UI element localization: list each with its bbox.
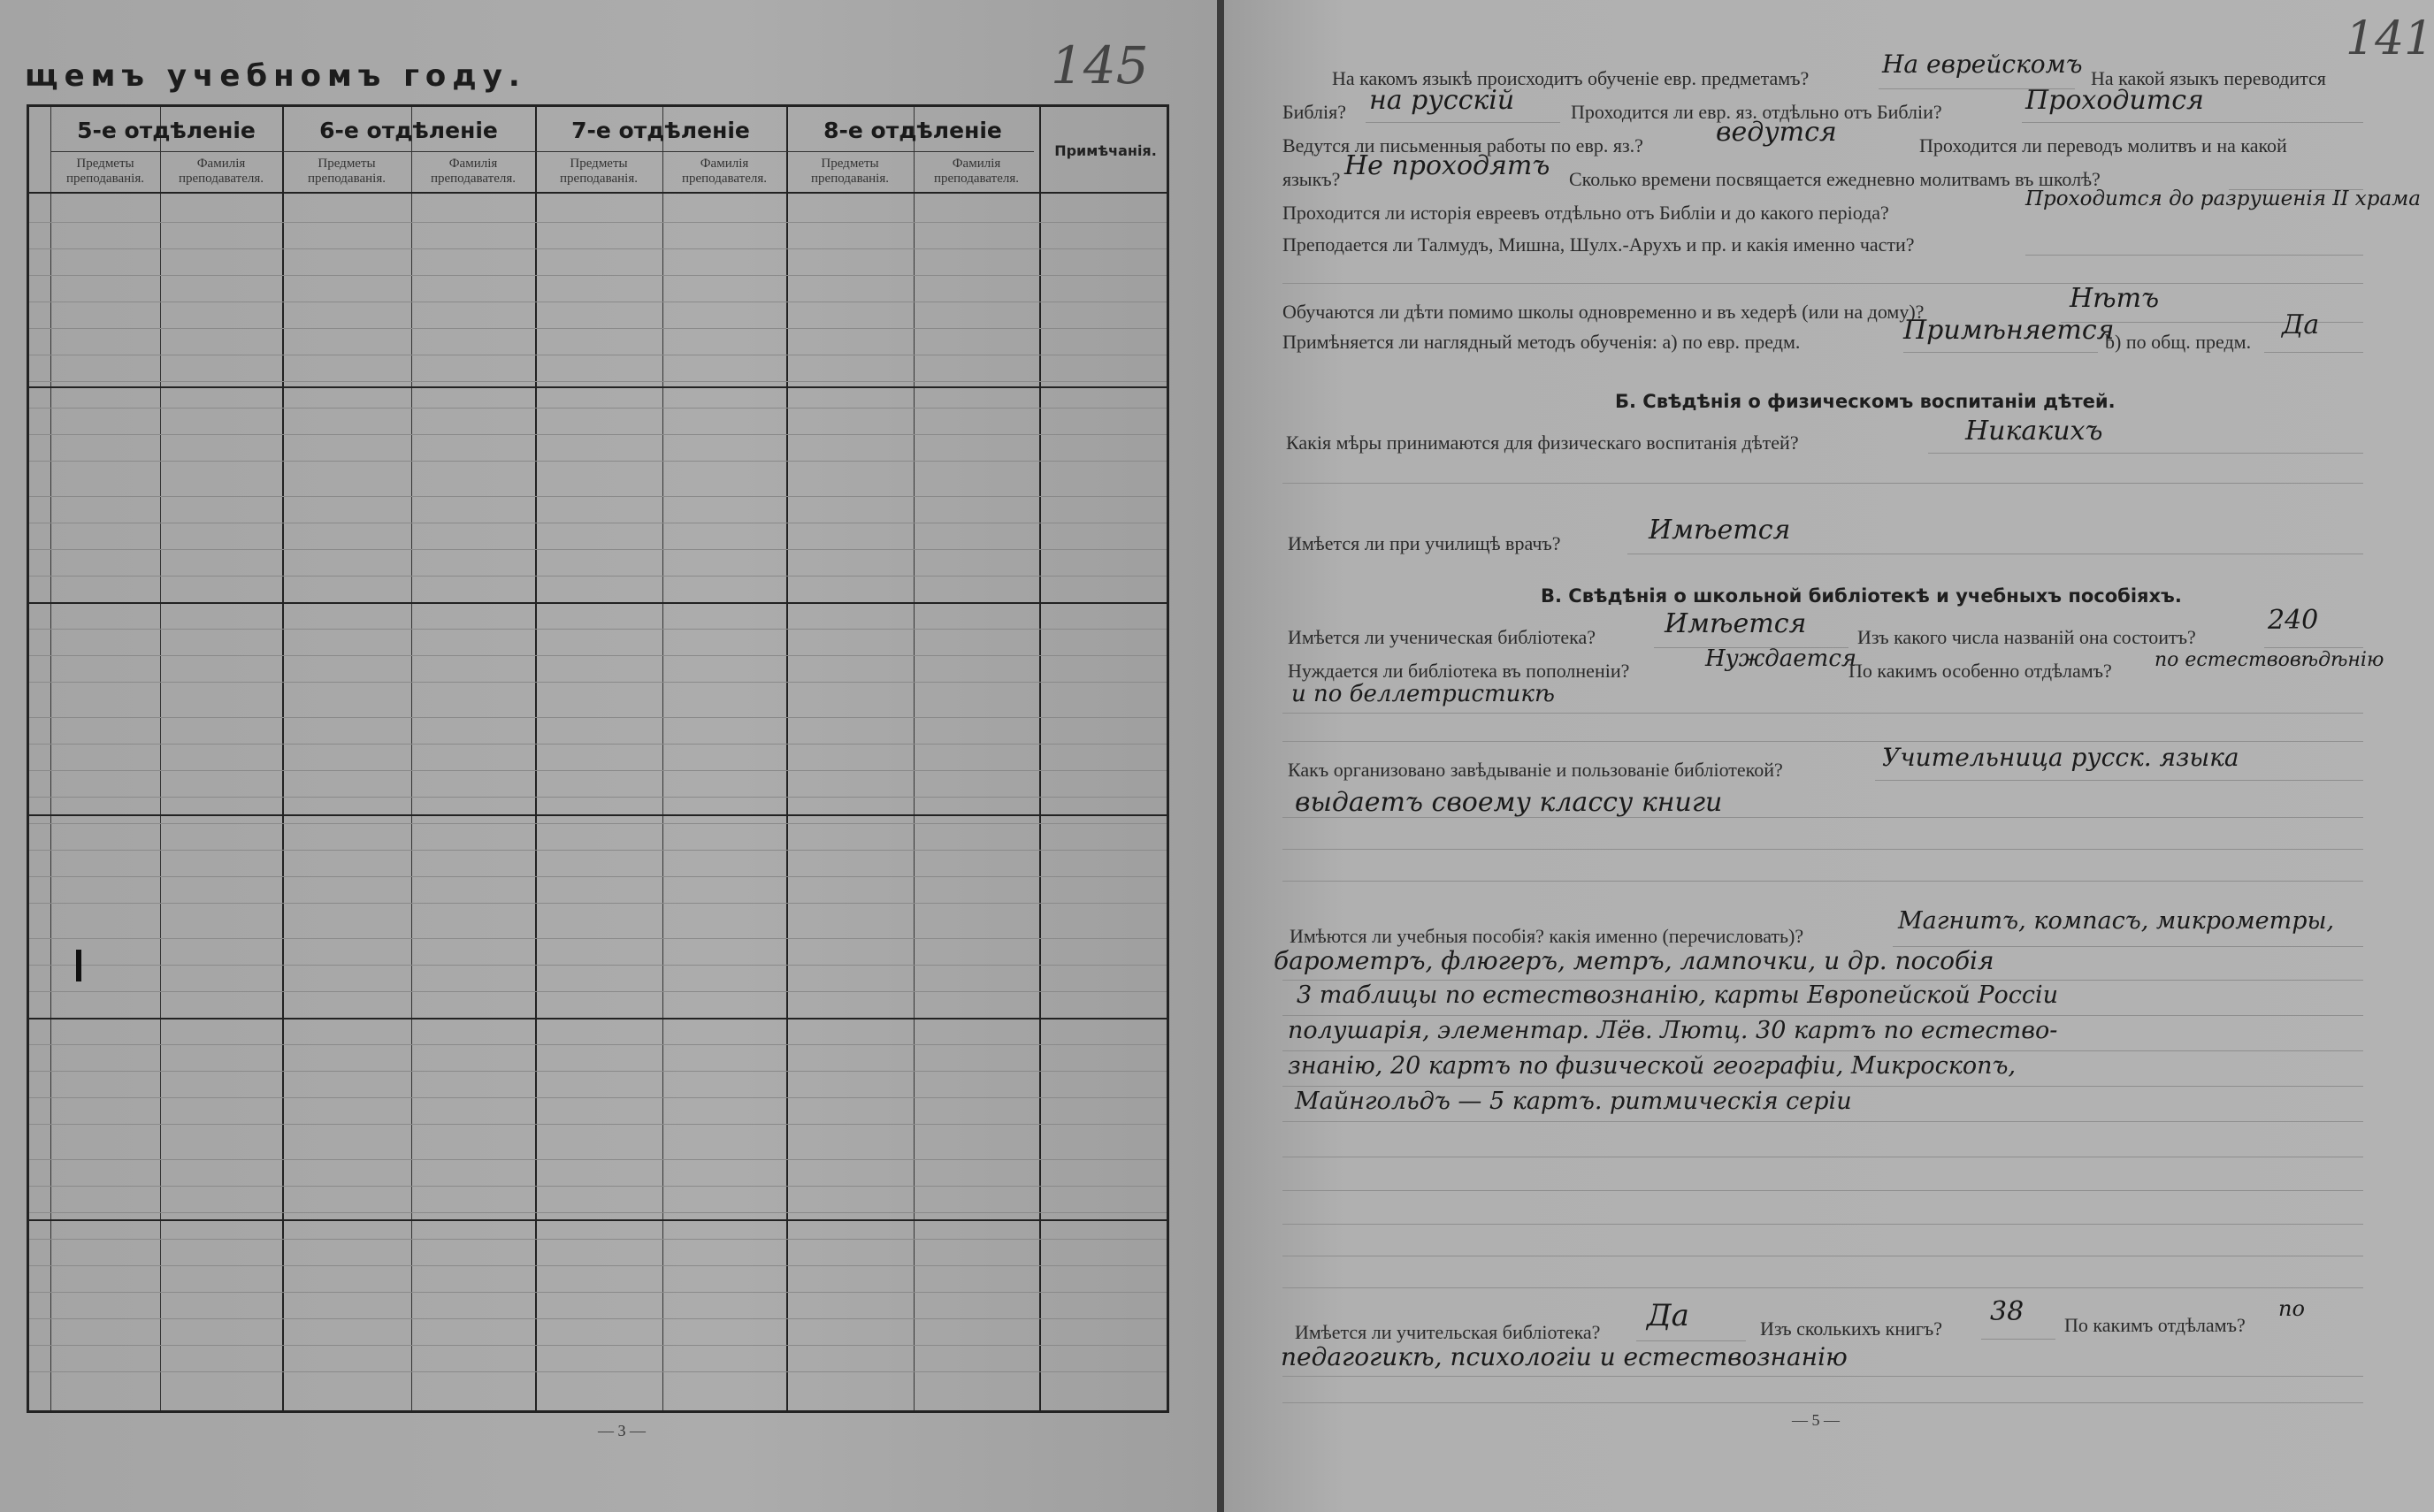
ink-mark	[76, 950, 81, 981]
a-history: Проходится до разрушенія II храма	[2025, 187, 2421, 210]
a-student-library: Имѣется	[1665, 608, 1807, 639]
dept-5-teacher: Фамилія преподавателя.	[178, 157, 264, 186]
q-bible-translate-label: Библія?	[1282, 101, 1347, 123]
a-bible-translate: на русскій	[1369, 85, 1515, 116]
a-prayer-translate: Не проходятъ	[1344, 150, 1550, 181]
running-head: щемъ учебномъ году.	[25, 58, 526, 94]
q-lang-separate: Проходится ли евр. яз. отдѣльно отъ Библіи?	[1571, 101, 1942, 123]
a-lang-separate: Проходится	[2025, 85, 2204, 116]
q-student-library: Имѣется ли ученическая библіотека?	[1288, 626, 1596, 648]
dept-6-header: 6-е отдѣленіе	[319, 118, 498, 143]
a-which-sections: по естествовѣдѣнію	[2155, 649, 2384, 671]
a-aids-line-6: Майнгольдъ — 5 картъ. ритмическія серіи	[1295, 1088, 1852, 1115]
a-teacher-sections: по	[2278, 1296, 2305, 1321]
a-lang-subjects: На еврейскомъ	[1882, 50, 2083, 79]
page-number-right: — 5 —	[1792, 1411, 1840, 1429]
q-teacher-library: Имѣется ли учительская библіотека?	[1295, 1321, 1601, 1343]
a-books-count: 38	[1990, 1296, 2025, 1327]
dept-6-subjects: Предметы преподаванія.	[308, 157, 386, 186]
q-titles-count: Изъ какого числа названій она состоитъ?	[1857, 626, 2196, 648]
a-written-work: ведутся	[1716, 117, 1837, 148]
dept-8-header: 8-е отдѣленіе	[823, 118, 1002, 143]
handwritten-folio: 145	[1051, 35, 1149, 95]
right-page	[1224, 0, 2434, 1512]
a-cheder: Нѣтъ	[2070, 283, 2160, 314]
dept-8-subjects: Предметы преподаванія.	[811, 157, 889, 186]
q-method: Примѣняется ли наглядный методъ обученія: а) по евр. предм.	[1282, 331, 1801, 353]
a-teacher-sections-cont: педагогикѣ, психологіи и естествознанію	[1281, 1342, 1848, 1371]
section-heading-physical: Б. Свѣдѣнія о физическомъ воспитаніи дѣтей.	[1615, 391, 2116, 412]
q-prayer-translate-label: языкъ?	[1282, 168, 1341, 190]
a-aids-line-1: Магнитъ, компасъ, микрометры,	[1898, 907, 2335, 935]
dept-7-teacher: Фамилія преподавателя.	[681, 157, 768, 186]
a-method-b: Да	[2282, 309, 2320, 340]
q-prayer-translate: Проходится ли переводъ молитвъ и на какой	[1919, 134, 2287, 157]
a-which-sections-cont: и по беллетристикѣ	[1291, 681, 1555, 707]
q-written-work: Ведутся ли письменныя работы по евр. яз.?	[1282, 134, 1643, 157]
q-teacher-sections: По какимъ отдѣламъ?	[2064, 1314, 2246, 1336]
a-physical: Никакихъ	[1965, 416, 2103, 447]
handwritten-folio-right: 141	[2346, 12, 2434, 65]
dept-6-teacher: Фамилія преподавателя.	[430, 157, 517, 186]
a-library-org: Учительница русск. языка	[1882, 743, 2239, 772]
schedule-table	[27, 104, 1169, 1413]
dept-7-header: 7-е отдѣленіе	[571, 118, 750, 143]
q-doctor: Имѣется ли при училищѣ врачъ?	[1288, 532, 1561, 554]
a-method-a: Примѣняется	[1903, 315, 2115, 346]
book-gutter	[1217, 0, 1224, 1512]
q-library-needs: Нуждается ли библіотека въ пополненіи?	[1288, 660, 1630, 682]
q-talmud: Преподается ли Талмудъ, Мишна, Шулх.-Арухъ и пр. и какія именно части?	[1282, 233, 1915, 256]
page-number-left: — 3 —	[598, 1422, 646, 1439]
notes-header: Примѣчанія.	[1054, 142, 1157, 159]
q-library-org: Какъ организовано завѣдываніе и пользованіе библіотекой?	[1288, 759, 1783, 781]
q-prayer-time: Сколько времени посвящается ежедневно молитвамъ въ школѣ?	[1569, 168, 2101, 190]
a-library-org-cont: выдаетъ своему классу книги	[1295, 787, 1723, 818]
q-history: Проходится ли исторія евреевъ отдѣльно отъ Библіи и до какого періода?	[1282, 202, 1889, 224]
q-books-count: Изъ сколькихъ книгъ?	[1760, 1317, 1943, 1340]
q-method-b: b) по общ. предм.	[2105, 331, 2252, 353]
dept-5-subjects: Предметы преподаванія.	[66, 157, 144, 186]
a-titles-count: 240	[2268, 605, 2319, 636]
a-aids-line-4: полушарія, элементар. Лёв. Лютц. 30 картъ по естество-	[1288, 1017, 2058, 1044]
a-aids-line-3: 3 таблицы по естествознанію, карты Европейской Россіи	[1297, 981, 2059, 1009]
q-which-sections: По какимъ особенно отдѣламъ?	[1848, 660, 2112, 682]
a-doctor: Имѣется	[1649, 515, 1791, 546]
a-teacher-library: Да	[1647, 1298, 1689, 1333]
dept-5-header: 5-е отдѣленіе	[77, 118, 256, 143]
a-aids-line-2: барометръ, флюгеръ, метръ, лампочки, и др. пособія	[1274, 946, 1994, 975]
a-library-needs: Нуждается	[1705, 645, 1857, 672]
a-aids-line-5: знанію, 20 картъ по физической географіи, Микроскопъ,	[1288, 1052, 2017, 1080]
dept-8-teacher: Фамилія преподавателя.	[933, 157, 1020, 186]
section-heading-library: В. Свѣдѣнія о школьной библіотекѣ и учебныхъ пособіяхъ.	[1541, 585, 2182, 607]
q-lang-subjects: На какомъ языкѣ происходитъ обученіе евр. предметамъ?	[1332, 67, 1810, 89]
q-physical: Какія мѣры принимаются для физическаго воспитанія дѣтей?	[1286, 431, 1799, 454]
dept-7-subjects: Предметы преподаванія.	[560, 157, 638, 186]
q-cheder: Обучаются ли дѣти помимо школы одновременно и въ хедерѣ (или на дому)?	[1282, 301, 1925, 323]
q-aids: Имѣются ли учебныя пособія? какія именно (перечисловать)?	[1290, 925, 1804, 947]
q-bible-translate: На какой языкъ переводится	[2091, 67, 2326, 89]
